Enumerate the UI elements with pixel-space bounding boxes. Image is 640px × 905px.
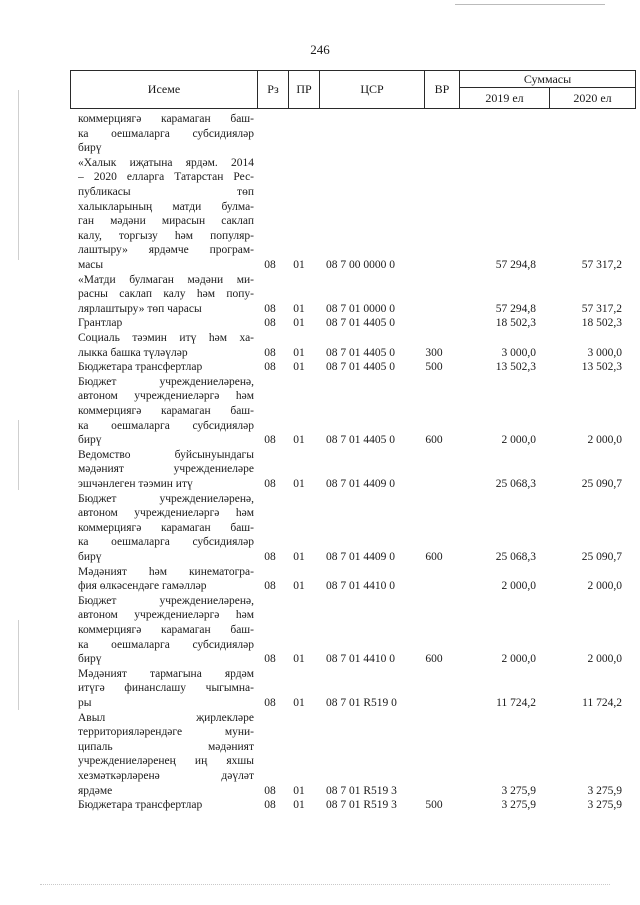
row-rz: 08 — [264, 346, 276, 359]
row-name-line: мәдәният учреждениеләре — [78, 463, 254, 476]
row-name-line: бирү — [78, 434, 102, 447]
row-name-line: лярлаштыру» төп чарасы — [78, 302, 202, 315]
row-pr: 01 — [293, 799, 305, 812]
row-name — [78, 798, 254, 813]
row-name-line: коммерциягә карамаган баш- — [78, 113, 254, 125]
row-sum-2019: 3 275,9 — [501, 799, 536, 812]
row-name-line: лыкка башка түләүләр — [78, 346, 188, 359]
row-name-line: масы — [78, 258, 104, 271]
row-pr: 01 — [293, 784, 305, 797]
row-sum-2019: 57 294,8 — [495, 258, 536, 271]
row-name-line: – 2020 елларга Татарстан Рес- — [78, 171, 254, 184]
row-name-line: коммерциягә карамаган баш- — [78, 623, 254, 636]
row-sum-2020: 57 317,2 — [581, 258, 622, 271]
row-sum-2020: 3 275,9 — [587, 799, 622, 812]
row-csr: 08 7 01 4409 0 — [326, 477, 395, 490]
row-rz: 08 — [264, 361, 276, 374]
row-name-line: автоном учреждениеләргә һәм — [78, 507, 254, 520]
table-row — [0, 360, 640, 375]
scan-bottom-noise — [40, 884, 610, 885]
row-csr: 08 7 01 4410 0 — [326, 653, 395, 666]
row-name-line: коммерциягә карамаган баш- — [78, 404, 254, 417]
row-pr: 01 — [293, 550, 305, 563]
row-csr: 08 7 01 4409 0 — [326, 550, 395, 563]
row-rz: 08 — [264, 550, 276, 563]
table-row — [0, 594, 640, 667]
row-pr: 01 — [293, 580, 305, 593]
table-row — [0, 331, 640, 360]
row-name-line: учреждениеләренең иң яхшы — [78, 755, 254, 768]
header-name: Исеме — [71, 71, 258, 109]
row-rz: 08 — [264, 696, 276, 709]
row-name-line: Мәдәният һәм кинематогра- — [78, 565, 254, 578]
row-csr: 08 7 01 R519 3 — [326, 784, 397, 797]
row-name-line: Бюджет учреждениеләренә, — [78, 594, 254, 607]
row-name-line: хезмәткәрләренә дәүләт — [78, 769, 254, 782]
row-sum-2019: 13 502,3 — [495, 361, 536, 374]
row-name-line: фия өлкәсендәге гамәлләр — [78, 580, 207, 593]
row-sum-2020: 57 317,2 — [581, 302, 622, 315]
row-pr: 01 — [293, 258, 305, 271]
row-vr: 600 — [425, 653, 443, 666]
row-sum-2020: 2 000,0 — [587, 434, 622, 447]
row-name-line: территорияләрендәге муни- — [78, 726, 254, 739]
row-rz: 08 — [264, 799, 276, 812]
row-name-line: ры — [78, 696, 92, 709]
row-sum-2019: 3 275,9 — [501, 784, 536, 797]
row-sum-2020: 25 090,7 — [581, 550, 622, 563]
scan-edge-line — [455, 4, 605, 5]
row-sum-2019: 18 502,3 — [495, 317, 536, 330]
row-name-line: Грантлар — [78, 317, 123, 330]
table-row — [0, 492, 640, 565]
row-pr: 01 — [293, 434, 305, 447]
row-pr: 01 — [293, 317, 305, 330]
row-csr: 08 7 01 0000 0 — [326, 302, 395, 315]
row-rz: 08 — [264, 653, 276, 666]
row-sum-2019: 2 000,0 — [501, 580, 536, 593]
row-csr: 08 7 01 4405 0 — [326, 361, 395, 374]
row-name-line: ярдәме — [78, 784, 113, 797]
row-sum-2019: 3 000,0 — [501, 346, 536, 359]
page-number: 246 — [310, 42, 330, 57]
header-pr: ПР — [289, 71, 320, 109]
row-vr: 600 — [425, 550, 443, 563]
row-name-line: Бюджетара трансфертлар — [78, 799, 203, 812]
table-row — [0, 448, 640, 492]
row-name-line: калу, торгызу һәм популяр- — [78, 229, 254, 242]
header-csr: ЦСР — [320, 71, 425, 109]
row-name-line: эшчәнлеген тәэмин итү — [78, 477, 193, 490]
row-name-line: ка оешмаларга субсидияләр — [78, 127, 254, 140]
row-rz: 08 — [264, 477, 276, 490]
row-name-line: расны саклап калу һәм попу- — [78, 288, 254, 301]
row-name — [78, 448, 254, 492]
header-year-2020: 2020 ел — [550, 88, 636, 109]
row-csr: 08 7 01 4405 0 — [326, 346, 395, 359]
row-pr: 01 — [293, 302, 305, 315]
row-sum-2020: 25 090,7 — [581, 477, 622, 490]
row-name-line: ган мәдәни мирасын саклап — [78, 215, 254, 228]
row-sum-2019: 25 068,3 — [495, 477, 536, 490]
row-name — [78, 565, 254, 594]
row-pr: 01 — [293, 653, 305, 666]
row-vr: 600 — [425, 434, 443, 447]
row-csr: 08 7 01 4405 0 — [326, 434, 395, 447]
row-name — [78, 316, 254, 331]
row-name-line: Бюджет учреждениеләренә, — [78, 492, 254, 505]
row-name-line: публикасы төп — [78, 185, 254, 198]
row-vr: 300 — [425, 346, 443, 359]
row-name-line: ка оешмаларга субсидияләр — [78, 536, 254, 549]
table-row — [0, 112, 640, 156]
row-name-line: Мәдәният тармагына ярдәм — [78, 667, 254, 680]
row-name — [78, 594, 254, 667]
row-name-line: Ведомство буйсынуындагы — [78, 448, 254, 461]
table-row — [0, 667, 640, 711]
table-row — [0, 565, 640, 594]
header-sums: Суммасы — [460, 71, 636, 88]
row-pr: 01 — [293, 696, 305, 709]
row-sum-2020: 3 275,9 — [587, 784, 622, 797]
row-vr: 500 — [425, 799, 443, 812]
row-name — [78, 273, 254, 317]
table-row — [0, 273, 640, 317]
row-sum-2020: 2 000,0 — [587, 580, 622, 593]
row-name-line: бирү — [78, 550, 102, 563]
header-year-2019: 2019 ел — [460, 88, 550, 109]
row-name-line: автоном учреждениеләргә һәм — [78, 609, 254, 622]
row-name — [78, 375, 254, 448]
row-name-line: бирү — [78, 653, 102, 666]
row-name-line: ка оешмаларга субсидияләр — [78, 419, 254, 432]
row-name — [78, 156, 254, 273]
row-rz: 08 — [264, 580, 276, 593]
row-name — [78, 331, 254, 360]
table-row — [0, 316, 640, 331]
table-row — [0, 798, 640, 813]
row-sum-2019: 2 000,0 — [501, 653, 536, 666]
row-name-line: итүгә финанслашу чыгымна- — [78, 682, 254, 695]
row-csr: 08 7 01 R519 0 — [326, 696, 397, 709]
table-row — [0, 156, 640, 273]
row-name — [78, 711, 254, 799]
row-sum-2020: 3 000,0 — [587, 346, 622, 359]
row-name — [78, 667, 254, 711]
header-vr: ВР — [425, 71, 460, 109]
row-csr: 08 7 01 4405 0 — [326, 317, 395, 330]
row-pr: 01 — [293, 477, 305, 490]
table-header — [70, 70, 636, 109]
row-sum-2020: 18 502,3 — [581, 317, 622, 330]
row-sum-2019: 57 294,8 — [495, 302, 536, 315]
row-name-line: коммерциягә карамаган баш- — [78, 521, 254, 534]
row-name-line: «Матди булмаган мәдәни ми- — [78, 273, 254, 286]
table-row — [0, 711, 640, 799]
row-name — [78, 360, 254, 375]
row-name-line: халыкларының матди булма- — [78, 200, 254, 213]
row-name-line: «Халык иҗатына ярдәм. 2014 — [78, 156, 254, 169]
row-name-line: ципаль мәдәният — [78, 740, 254, 753]
row-sum-2019: 11 724,2 — [496, 696, 536, 709]
row-name-line: автоном учреждениеләргә һәм — [78, 390, 254, 403]
row-rz: 08 — [264, 302, 276, 315]
row-rz: 08 — [264, 258, 276, 271]
row-csr: 08 7 00 0000 0 — [326, 258, 395, 271]
row-rz: 08 — [264, 317, 276, 330]
row-name-line: бирү — [78, 142, 102, 155]
row-csr: 08 7 01 R519 3 — [326, 799, 397, 812]
row-sum-2019: 25 068,3 — [495, 550, 536, 563]
table-row — [0, 375, 640, 448]
row-vr: 500 — [425, 361, 443, 374]
row-rz: 08 — [264, 784, 276, 797]
row-rz: 08 — [264, 434, 276, 447]
row-pr: 01 — [293, 346, 305, 359]
row-sum-2020: 2 000,0 — [587, 653, 622, 666]
row-name-line: ка оешмаларга субсидияләр — [78, 638, 254, 651]
row-name — [78, 492, 254, 565]
row-name-line: Авыл җирлекләре — [78, 711, 254, 724]
row-pr: 01 — [293, 361, 305, 374]
row-name-line: Бюджет учреждениеләренә, — [78, 375, 254, 388]
row-name-line: лаштыру» ярдәмче програм- — [78, 244, 254, 257]
row-name-line: Бюджетара трансфертлар — [78, 361, 203, 374]
row-sum-2020: 11 724,2 — [582, 696, 622, 709]
row-csr: 08 7 01 4410 0 — [326, 580, 395, 593]
header-rz: Рз — [258, 71, 289, 109]
row-name — [78, 112, 254, 156]
row-sum-2020: 13 502,3 — [581, 361, 622, 374]
row-name-line: Социаль тәэмин итү һәм ха- — [78, 332, 254, 344]
row-sum-2019: 2 000,0 — [501, 434, 536, 447]
